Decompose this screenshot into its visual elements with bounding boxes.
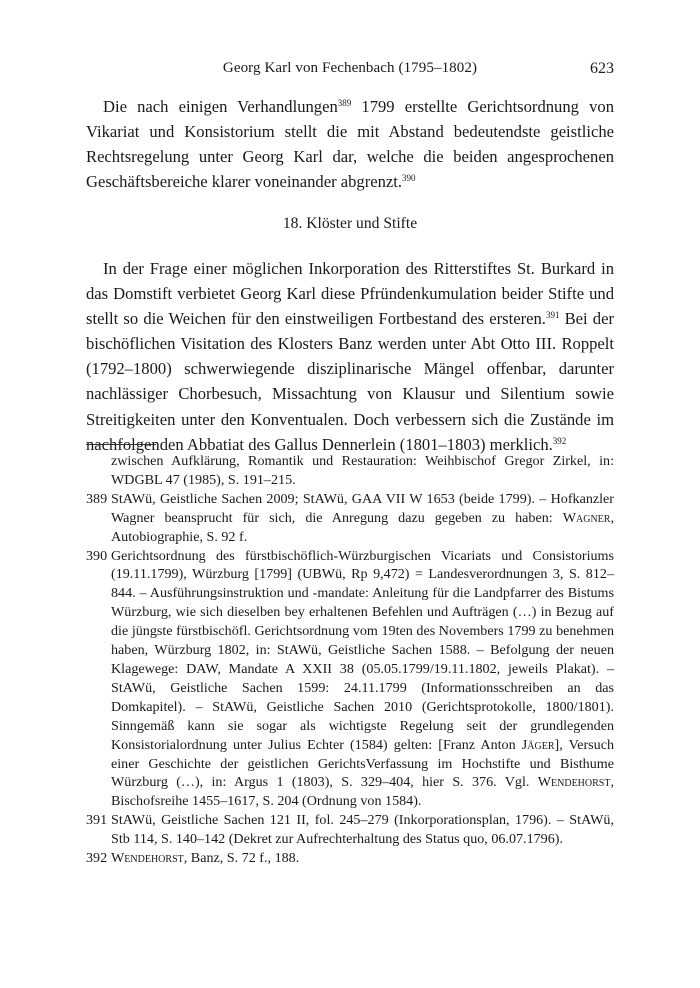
footnote-number: 391 — [86, 812, 108, 829]
running-title: Georg Karl von Fechenbach (1795–1802) — [222, 60, 478, 76]
footnote-ref-390[interactable]: 390 — [402, 173, 416, 184]
paragraph-text: Bei der bischöflichen Visitation des Klosters Banz werden unter Abt Otto III. Roppelt (1792–1800) schwerwiegende disziplinarische Mängel offenbar, darunter nachlässiger Chorbesuch, Missachtung von Klausur und Silentium sowie Streitigkeiten unter den Konventualen. Doch verbessern sich die Zustände im nachfolgenden Abbatiat des Gallus Dennerlein (1801–1803) merklich. — [86, 309, 614, 454]
footnote-text-part: StAWü, Geistliche Sachen 2009; StAWü, GAA VII W 1653 (beide 1799). – Hofkanzler Wagner beansprucht für sich, die Anregung dazu gegeben zu haben: — [111, 490, 614, 526]
footnote-text — [111, 547, 614, 812]
paragraph-2 — [86, 256, 614, 457]
footnote-separator — [86, 444, 156, 445]
footnote-text-part: , Autobiographie, S. 92 f. — [111, 509, 614, 545]
footnote-ref-391[interactable]: 391 — [545, 310, 560, 321]
paragraph-text: 1799 erstellte Gerichtsordnung von Vikariat und Konsistorium stellt die mit Abstand bedeutendste geistliche Rechtsregelung unter Georg Karl dar, welche die beiden angesprochenen Geschäftsbereiche klarer voneinander abgrenzt. — [86, 97, 614, 192]
footnote-392 — [86, 849, 614, 868]
footnote-390 — [86, 547, 614, 812]
page-number: 623 — [590, 60, 614, 77]
paragraph-1 — [86, 94, 614, 194]
footnote-text-part: ], Versuch einer Geschichte der geistlichen GerichtsVerfassung im Hochstifte und Bisthume Würzburg (…), in: Argus 1 (1803), S. 329–404, hier S. 376. Vgl. — [111, 736, 614, 791]
footnote-389 — [86, 490, 614, 547]
footnote-391 — [86, 811, 614, 849]
footnote-text-part: , Banz, S. 72 f., 188. — [183, 850, 300, 867]
running-header — [86, 60, 614, 80]
author-name: Jäger — [521, 736, 555, 753]
footnotes — [86, 452, 614, 868]
author-name: Wendehorst — [111, 850, 184, 867]
paragraph-text: In der Frage einer möglichen Inkorporation des Ritterstiftes St. Burkard in das Domstift verbietet Georg Karl diese Pfründenkumulation beider Stifte und stellt so die Weichen für den einstweiligen Fortbestand des ersteren. — [86, 259, 614, 329]
footnote-text-part: Gerichtsordnung des fürstbischöflich-Würzburgischen Vicariats und Consistoriums (19.11.1799), Würzburg [1799] (UBWü, Rp 9,472) = Landesverordnungen 3, S. 812–844. – Ausführungsinstruktion und -mandate: Anleitung für die Landpfarrer des Bistums Würzburg, wie sich dieselben bey erhaltenen Befehlen und Aufträgen (…) in Bezug auf die jüngste fürstbischöfl. Gerichtsordnung vom 19ten des Novembers 1799 zu benehmen haben, Würzburg 1802, in: StAWü, Geistliche Sachen 1588. – Befolgung der neuen Klagewege: DAW, Mandate A XXII 38 (05.05.1799/19.11.1802, jeweils Plakat). – StAWü, Geistliche Sachen 1599: 24.11.1799 (Informationsschreiben an das Domkapitel). – StAWü, Geistliche Sachen 2010 (Gerichtsprotokolle, 1800/1801). Sinngemäß kann sie sogar als wichtigste Regelung seit der grundlegenden Konsistorialordnung unter Julius Echter (1584) gelten: [Franz Anton — [111, 547, 614, 753]
footnote-number: 390 — [86, 547, 108, 564]
footnote-text — [111, 849, 614, 868]
author-name: Wagner — [562, 509, 611, 526]
section-heading: 18. Klöster und Stifte — [282, 215, 418, 232]
footnote-ref-389[interactable]: 389 — [337, 98, 352, 108]
paragraph-text: Die nach einigen Verhandlungen — [103, 97, 338, 116]
author-name: Wendehorst — [537, 774, 611, 791]
footnote-text-part: , Bischofsreihe 1455–1617, S. 204 (Ordnung von 1584). — [111, 774, 614, 810]
footnote-ref-392[interactable]: 392 — [552, 435, 567, 446]
footnote-continuation: zwischen Aufklärung, Romantik und Restauration: Weihbischof Gregor Zirkel, in: WDGBL 47 (1985), S. 191–215. — [111, 453, 614, 488]
footnote-text — [111, 490, 614, 547]
footnote-number: 392 — [86, 850, 108, 867]
footnote-number: 389 — [86, 490, 108, 507]
footnote-text: StAWü, Geistliche Sachen 121 II, fol. 245–279 (Inkorporationsplan, 1796). – StAWü, Stb 114, S. 140–142 (Dekret zur Aufrechterhaltung des Status quo, 06.07.1796). — [111, 812, 614, 848]
